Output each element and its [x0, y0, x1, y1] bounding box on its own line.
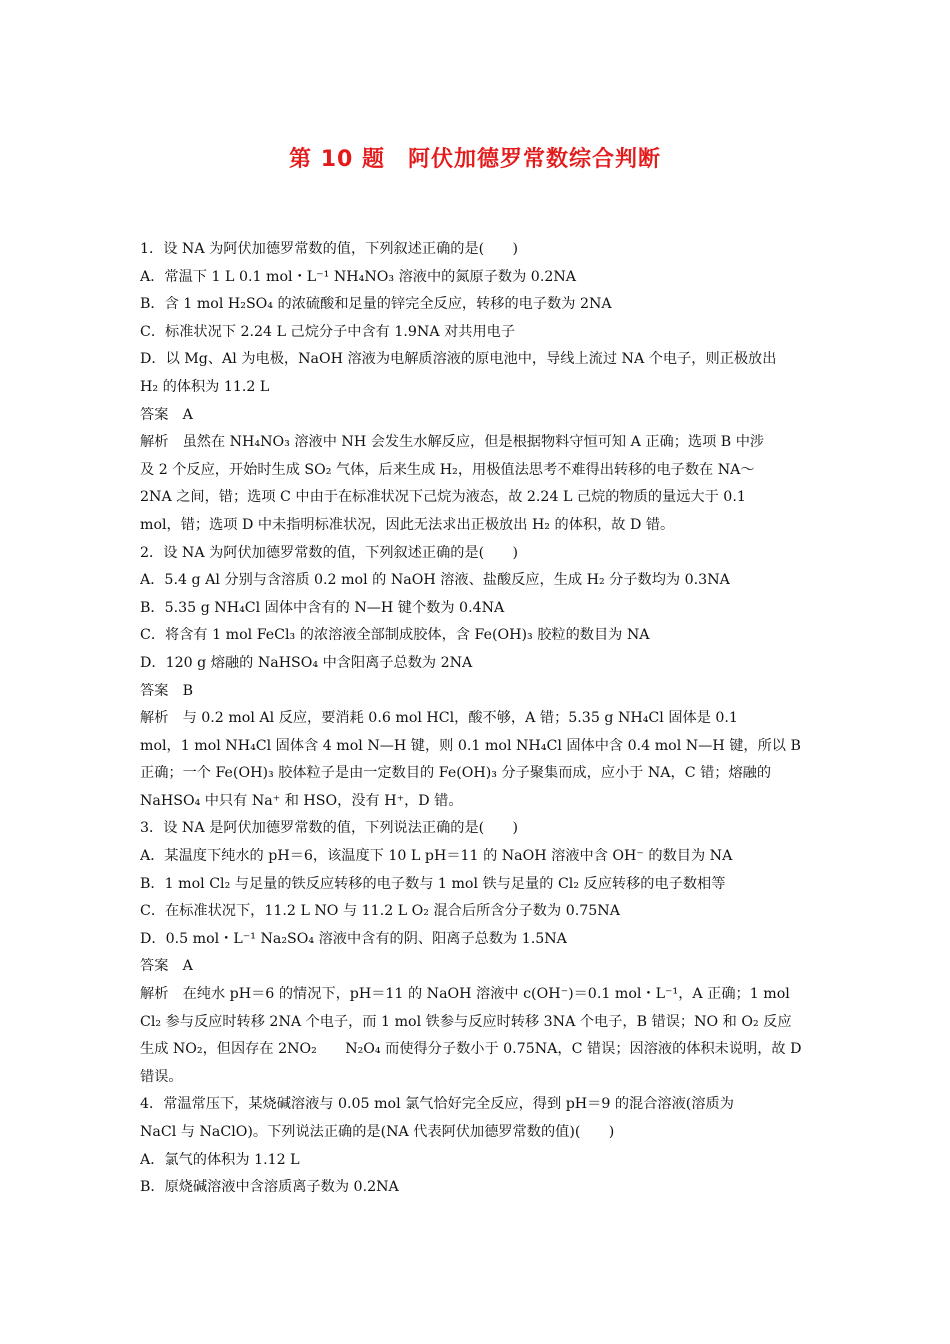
text-line: 答案 B [140, 682, 193, 699]
text-line: 解析 虽然在 NH₄NO₃ 溶液中 NH 会发生水解反应，但是根据物料守恒可知 A 正确；选项 B 中涉 [140, 434, 765, 451]
text-line: D．120 g 熔融的 NaHSO₄ 中含阳离子总数为 2NA [140, 654, 473, 671]
text-line: A．常温下 1 L 0.1 mol・L⁻¹ NH₄NO₃ 溶液中的氮原子数为 0.2NA [140, 268, 577, 285]
text-line: A．5.4 g Al 分别与含溶质 0.2 mol 的 NaOH 溶液、盐酸反应，生成 H₂ 分子数均为 0.3NA [140, 572, 730, 589]
text-line: 正确；一个 Fe(OH)₃ 胶体粒子是由一定数目的 Fe(OH)₃ 分子聚集而成，应小于 NA，C 错；熔融的 [140, 765, 772, 782]
text-line: 2NA 之间，错；选项 C 中由于在标准状况下己烷为液态，故 2.24 L 己烷的物质的量远大于 0.1 [140, 489, 746, 506]
text-line: 1．设 NA 为阿伏加德罗常数的值，下列叙述正确的是( ) [140, 241, 519, 257]
text-line: 答案 A [140, 406, 193, 423]
text-line: NaCl 与 NaClO)。下列说法正确的是(NA 代表阿伏加德罗常数的值)( ) [140, 1124, 615, 1140]
text-line: 答案 A [140, 958, 193, 975]
text-line: C．在标准状况下，11.2 L NO 与 11.2 L O₂ 混合后所含分子数为 0.75NA [140, 903, 620, 920]
text-line: 解析 与 0.2 mol Al 反应，要消耗 0.6 mol HCl，酸不够，A 错；5.35 g NH₄Cl 固体是 0.1 [140, 710, 738, 727]
text-line: 2．设 NA 为阿伏加德罗常数的值，下列叙述正确的是( ) [140, 544, 519, 561]
text-line: 及 2 个反应，开始时生成 SO₂ 气体，后来生成 H₂，用极值法思考不难得出转移的电子数在 NA～ [140, 461, 755, 478]
text-line: 生成 NO₂，但因存在 2NO₂ N₂O₄ 而使得分子数小于 0.75NA，C 错误；因溶液的体积未说明，故 D [140, 1041, 802, 1058]
page-title: 第 10 题 阿伏加德罗常数综合判断 [289, 147, 661, 172]
text-line: C．标准状况下 2.24 L 己烷分子中含有 1.9NA 对共用电子 [140, 323, 516, 340]
text-line: C．将含有 1 mol FeCl₃ 的浓溶液全部制成胶体，含 Fe(OH)₃ 胶粒的数目为 NA [140, 627, 650, 644]
text-line: D．以 Mg、Al 为电极，NaOH 溶液为电解质溶液的原电池中，导线上流过 NA 个电子，则正极放出 [140, 351, 777, 368]
text-line: mol，1 mol NH₄Cl 固体含 4 mol N—H 键，则 0.1 mol NH₄Cl 固体中含 0.4 mol N—H 键，所以 B [140, 737, 801, 754]
text-line: B．原烧碱溶液中含溶质离子数为 0.2NA [140, 1179, 399, 1196]
text-line: B．含 1 mol H₂SO₄ 的浓硫酸和足量的锌完全反应，转移的电子数为 2NA [140, 296, 612, 313]
text-line: 错误。 [140, 1068, 183, 1085]
text-line: mol，错；选项 D 中未指明标准状况，因此无法求出正极放出 H₂ 的体积，故 D 错。 [140, 516, 675, 533]
text-line: Cl₂ 参与反应时转移 2NA 个电子，而 1 mol 铁参与反应时转移 3NA 个电子，B 错误；NO 和 O₂ 反应 [140, 1013, 792, 1030]
text-line: A．氯气的体积为 1.12 L [140, 1151, 300, 1168]
document-body [140, 236, 822, 1202]
text-line: B．5.35 g NH₄Cl 固体中含有的 N—H 键个数为 0.4NA [140, 599, 505, 616]
text-line: D．0.5 mol・L⁻¹ Na₂SO₄ 溶液中含有的阴、阳离子总数为 1.5NA [140, 930, 567, 947]
text-line: NaHSO₄ 中只有 Na⁺ 和 HSO，没有 H⁺，D 错。 [140, 792, 463, 809]
text-line: 解析 在纯水 pH＝6 的情况下，pH＝11 的 NaOH 溶液中 c(OH⁻)＝0.1 mol・L⁻¹，A 正确；1 mol [140, 986, 790, 1003]
text-line: B．1 mol Cl₂ 与足量的铁反应转移的电子数与 1 mol 铁与足量的 Cl₂ 反应转移的电子数相等 [140, 875, 726, 892]
text-line: 3．设 NA 是阿伏加德罗常数的值，下列说法正确的是( ) [140, 820, 519, 837]
text-line: 4．常温常压下，某烧碱溶液与 0.05 mol 氯气恰好完全反应，得到 pH＝9 的混合溶液(溶质为 [140, 1096, 734, 1113]
text-line: H₂ 的体积为 11.2 L [140, 378, 270, 395]
text-line: A．某温度下纯水的 pH＝6，该温度下 10 L pH＝11 的 NaOH 溶液中含 OH⁻ 的数目为 NA [140, 848, 733, 865]
